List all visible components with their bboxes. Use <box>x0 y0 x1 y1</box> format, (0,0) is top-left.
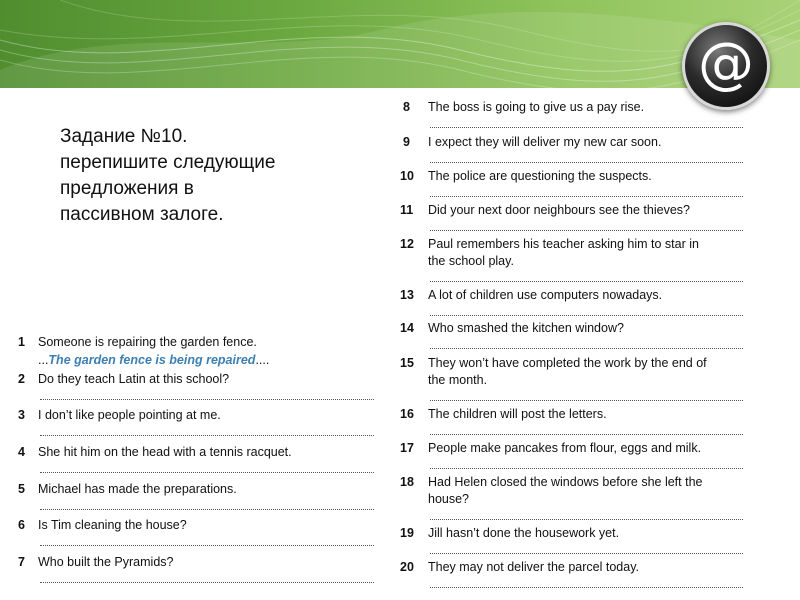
exercise-sentence: They won’t have completed the work by the end of <box>428 356 707 370</box>
exercise-item <box>18 482 378 514</box>
exercise-sentence: Jill hasn’t done the housework yet. <box>428 526 620 540</box>
exercise-number: 10 <box>400 169 414 183</box>
exercise-number: 13 <box>400 288 414 302</box>
exercise-item <box>400 237 753 287</box>
answer-line[interactable] <box>430 230 743 231</box>
exercise-number: 20 <box>400 560 414 574</box>
answer-line[interactable] <box>40 435 374 436</box>
exercise-item <box>400 203 753 235</box>
exercise-sentence: Had Helen closed the windows before she left the <box>428 475 703 489</box>
answer-line[interactable] <box>430 315 743 316</box>
answer-line[interactable] <box>430 519 743 520</box>
exercise-number: 6 <box>18 518 25 532</box>
task-text-line: предложения в <box>60 178 194 199</box>
exercise-number: 9 <box>403 135 410 149</box>
answer-line[interactable] <box>40 509 374 510</box>
answer-line[interactable] <box>430 468 743 469</box>
exercise-number: 19 <box>400 526 414 540</box>
at-sign-icon: @ <box>698 31 754 96</box>
exercise-item <box>18 555 378 587</box>
exercise-number: 7 <box>18 555 25 569</box>
task-text-line: перепишите следующие <box>60 152 276 173</box>
exercise-item <box>18 408 378 440</box>
exercise-number: 4 <box>18 445 25 459</box>
answer-line[interactable] <box>430 281 743 282</box>
exercise-number: 17 <box>400 441 414 455</box>
answer-line[interactable] <box>430 196 743 197</box>
exercise-item <box>400 321 753 353</box>
at-sign-badge <box>682 22 770 110</box>
exercise-number: 18 <box>400 475 414 489</box>
exercise-sentence: Who smashed the kitchen window? <box>428 321 624 335</box>
exercise-number: 16 <box>400 407 414 421</box>
exercise-item <box>400 475 753 525</box>
answer-line[interactable] <box>430 348 743 349</box>
exercise-sentence: People make pancakes from flour, eggs and milk. <box>428 441 702 455</box>
exercise-item <box>18 335 378 371</box>
exercise-number: 15 <box>400 356 414 370</box>
exercise-item <box>403 135 753 167</box>
answer-line[interactable] <box>430 587 743 588</box>
exercise-sentence: The police are questioning the suspects. <box>428 169 652 183</box>
exercise-sentence: Do they teach Latin at this school? <box>38 372 230 386</box>
exercise-sentence-continued: house? <box>428 492 470 506</box>
exercise-sentence: They may not deliver the parcel today. <box>428 560 639 574</box>
answer-line[interactable] <box>40 545 374 546</box>
exercise-number: 8 <box>403 100 410 114</box>
exercise-number: 14 <box>400 321 414 335</box>
exercise-sentence: Someone is repairing the garden fence. <box>38 335 257 349</box>
exercise-item <box>18 518 378 550</box>
exercise-item <box>400 169 753 201</box>
exercise-sentence: Who built the Pyramids? <box>38 555 174 569</box>
answer-line[interactable] <box>430 553 743 554</box>
exercise-sentence: I expect they will deliver my new car soon. <box>428 135 662 149</box>
exercise-item <box>403 100 753 132</box>
exercise-number: 3 <box>18 408 25 422</box>
exercise-number: 12 <box>400 237 414 251</box>
exercise-item <box>400 560 753 592</box>
answer-line[interactable] <box>430 162 743 163</box>
answer-line[interactable] <box>430 400 743 401</box>
exercise-number: 11 <box>400 203 414 217</box>
exercise-sentence: The children will post the letters. <box>428 407 607 421</box>
exercise-item <box>400 407 753 439</box>
exercise-sentence: The boss is going to give us a pay rise. <box>428 100 645 114</box>
example-answer: ...The garden fence is being repaired.... <box>38 353 270 367</box>
exercise-sentence: She hit him on the head with a tennis racquet. <box>38 445 292 459</box>
task-instructions <box>60 124 340 228</box>
exercise-item <box>400 288 753 320</box>
exercise-sentence: Is Tim cleaning the house? <box>38 518 187 532</box>
exercise-sentence: Michael has made the preparations. <box>38 482 237 496</box>
answer-line[interactable] <box>430 434 743 435</box>
task-text-line: пассивном залоге. <box>60 204 224 225</box>
answer-line[interactable] <box>40 582 374 583</box>
exercise-item <box>18 372 378 404</box>
answer-line[interactable] <box>430 127 743 128</box>
exercise-sentence-continued: the school play. <box>428 254 514 268</box>
answer-line[interactable] <box>40 472 374 473</box>
exercise-item <box>400 441 753 473</box>
exercise-number: 2 <box>18 372 25 386</box>
task-title: Задание №10. <box>60 126 188 147</box>
exercise-number: 5 <box>18 482 25 496</box>
exercise-sentence: I don’t like people pointing at me. <box>38 408 221 422</box>
exercise-sentence-continued: the month. <box>428 373 488 387</box>
exercise-item <box>400 526 753 558</box>
banner-wave-decoration <box>0 0 800 88</box>
exercise-sentence: A lot of children use computers nowadays. <box>428 288 663 302</box>
answer-line[interactable] <box>40 399 374 400</box>
exercise-item <box>400 356 753 406</box>
exercise-sentence: Did your next door neighbours see the thieves? <box>428 203 690 217</box>
header-banner <box>0 0 800 88</box>
exercise-sentence: Paul remembers his teacher asking him to star in <box>428 237 699 251</box>
exercise-item <box>18 445 378 477</box>
exercise-number: 1 <box>18 335 25 349</box>
